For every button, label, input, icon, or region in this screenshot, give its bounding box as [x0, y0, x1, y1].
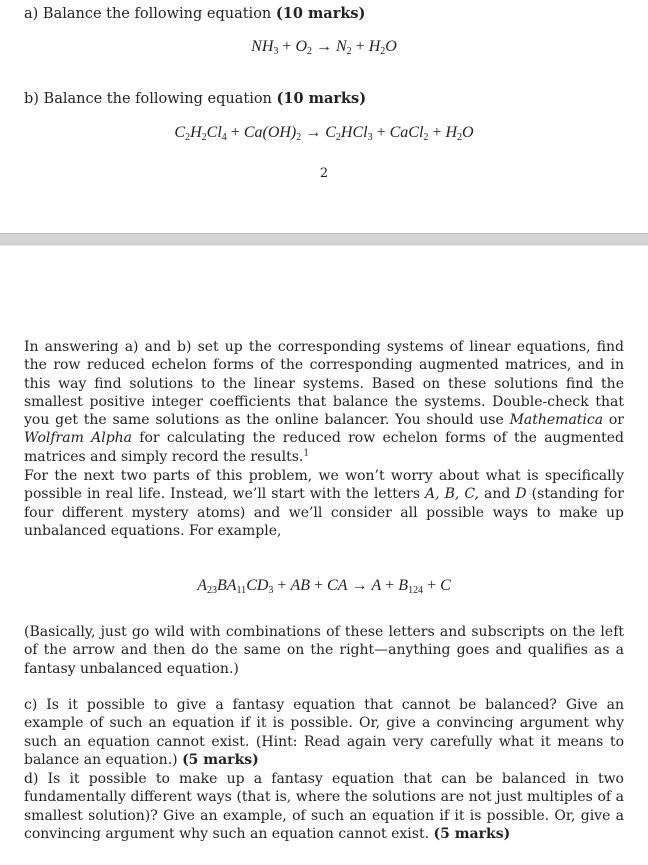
part-d-paragraph: d) Is it possible to make up a fantasy equation that can be balanced in two fundamentally different ways (that is, where the solutions are not just multiples of a smallest solution)? Give an example, of such an equation if it is possible. Or, give a convincing argument why such an equation cannot exist. (5 marks) [24, 771, 624, 842]
part-b-label: b) Balance the following equation [24, 91, 272, 107]
part-a-equation: $NH_3 + O_2 \to N_2 + H_2O$ [251, 38, 397, 57]
page-separator [0, 233, 648, 246]
part-b-equation: $C_2H_2Cl_4 + Ca(OH)_2 \to C_2HCl_3$ + CaCl$_2$ + $H_2O$ [174, 124, 474, 143]
footnote-marker: 1 [303, 448, 310, 459]
page-2 [0, 246, 648, 865]
fantasy-intro-paragraph: For the next two parts of this problem, we won’t worry about what is specifically possible in real life. Instead, we’ll start with the letters A, B, C, and D (standing for four different mystery atoms) and we’ll consider all possible ways to make up unbalanced equations. For example, [24, 468, 624, 539]
page-number: 2 [319, 166, 329, 181]
part-b-marks: (10 marks) [276, 90, 367, 107]
part-c-paragraph: c) Is it possible to give a fantasy equation that cannot be balanced? Give an example of such an equation if it is possible. Or, give a convincing argument why such an equation cannot exist. (Hint: Read again very carefully what it means to balance an equation.) (5 marks) [24, 697, 624, 768]
part-a-heading [24, 5, 365, 23]
example-equation: $A_{23}BA_{11}CD_3$ + AB + CA → $A + B_{124} + C$ [197, 577, 451, 596]
part-a-label: a) Balance the following equation [24, 6, 272, 22]
part-c-marks: (5 marks) [182, 751, 259, 768]
part-a-marks: (10 marks) [275, 5, 366, 22]
basically-paragraph: (Basically, just go wild with combinations of these letters and subscripts on the left of the arrow and then do the same on the right—anything goes and qualifies as a fantasy unbalanced equation.) [24, 624, 624, 677]
part-b-heading [24, 90, 366, 108]
instructions-paragraph: In answering a) and b) set up the corresponding systems of linear equations, find the row reduced echelon forms of the corresponding augmented matrices, and in this way find solutions to the linear systems. Based on these solutions find the smallest positive integer coefficients that balance the systems. Double-check that you get the same solutions as the online balancer. You should use Mathematica or Wolfram Alpha for calculating the reduced row echelon forms of the augmented matrices and simply record the results.$^1$ [24, 339, 624, 465]
part-d-marks: (5 marks) [433, 825, 511, 842]
page-1 [0, 0, 648, 233]
